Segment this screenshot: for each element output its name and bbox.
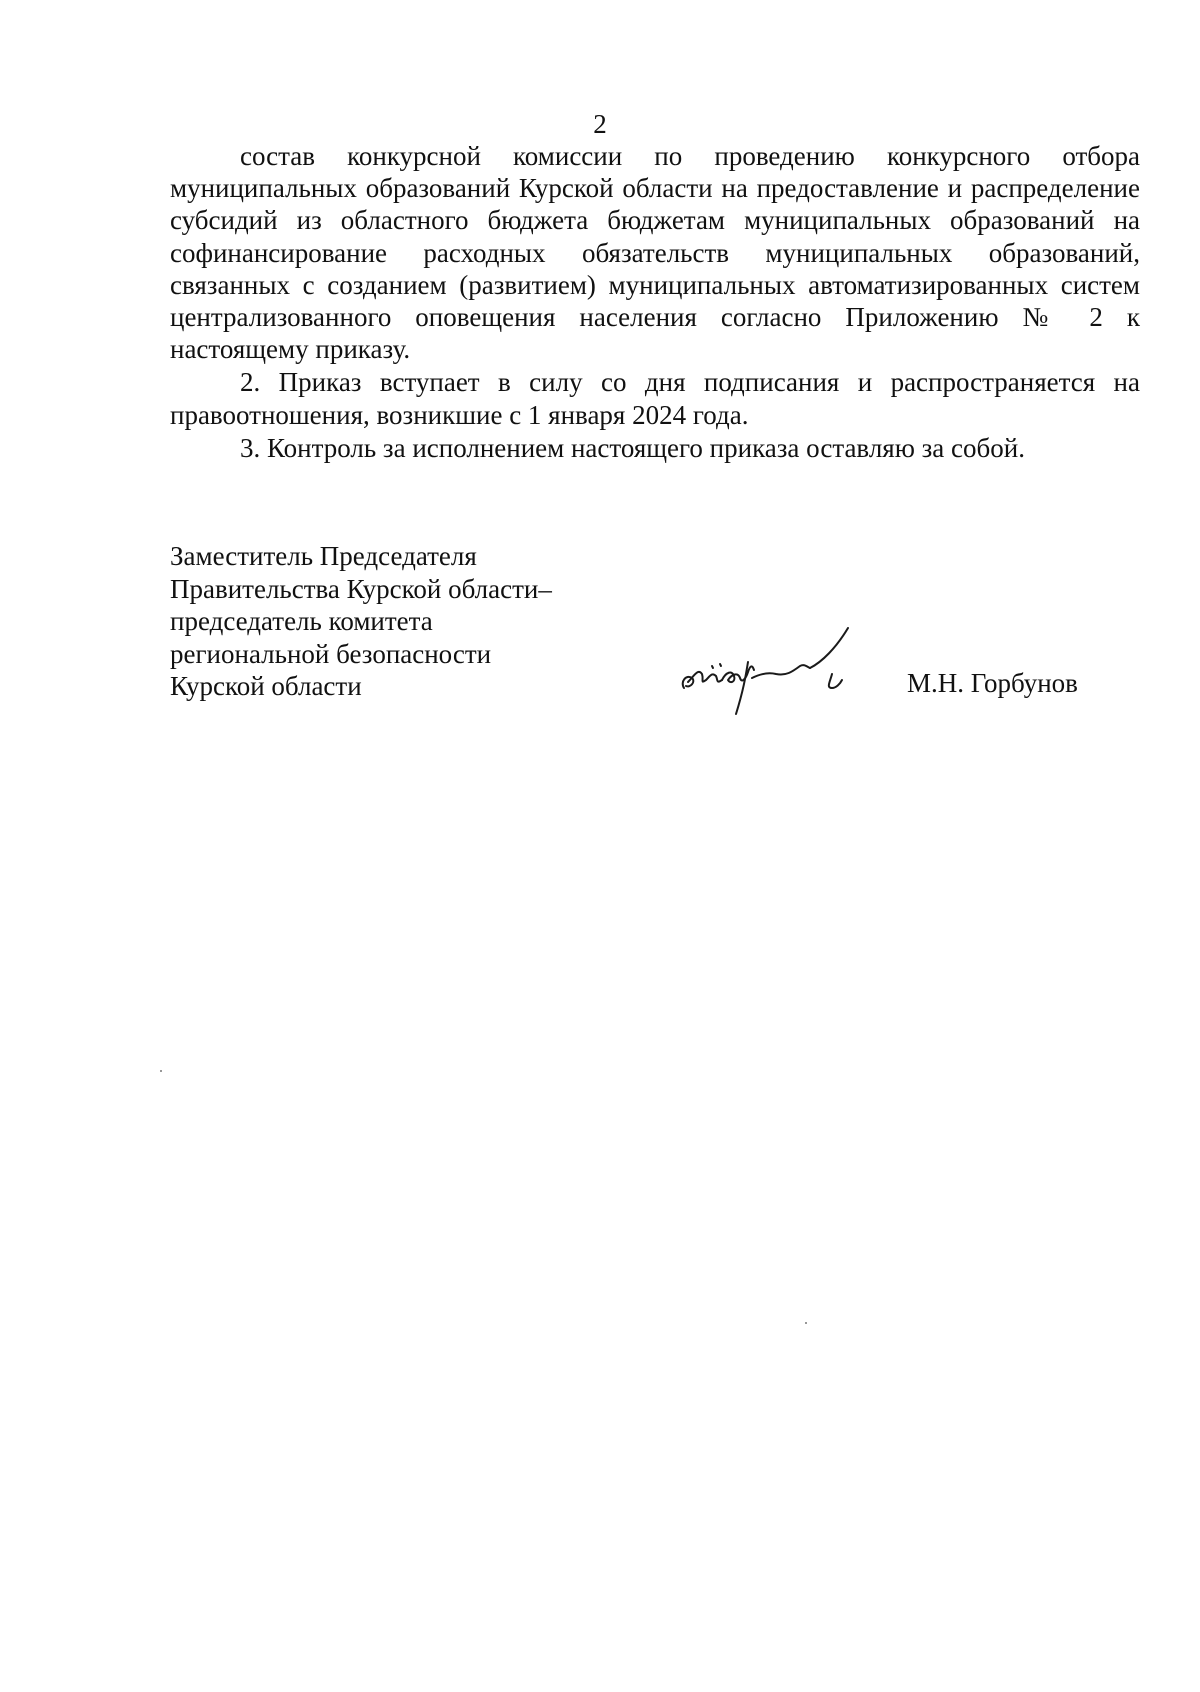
signatory-title-line: председатель комитета xyxy=(170,606,433,636)
signer-name: М.Н. Горбунов xyxy=(907,668,1078,698)
paragraph-control: 3. Контроль за исполнением настоящего приказа оставляю за собой. xyxy=(240,432,1025,463)
scan-speck xyxy=(805,1322,807,1324)
page-number: 2 xyxy=(593,109,607,139)
signatory-title xyxy=(170,540,552,703)
paragraph-effective-date: 2. Приказ вступает в силу со дня подписания и распространяется на правоотношения, возникшие с 1 января 2024 года. xyxy=(170,367,1140,430)
signatory-title-line: Курской области xyxy=(170,671,362,701)
document-body xyxy=(170,140,1140,464)
signatory-title-line: Правительства Курской области– xyxy=(170,573,552,604)
signatory-title-line: региональной безопасности xyxy=(170,638,492,669)
signatory-title-line: Заместитель Председателя xyxy=(170,541,477,571)
paragraph-commission-composition: состав конкурсной комиссии по проведению конкурсного отбора муниципальных образований Курской области на предоставление и распределение субсидий из областного бюджета бюджетам муниципальных образований на софинансирование расходных обязательств муниципальных образований, связанных с созданием (развитием) муниципальных автоматизированных систем централизованного оповещения населения согласно Приложению № 2 к настоящему приказу. xyxy=(170,141,1140,365)
scan-speck xyxy=(160,1070,162,1072)
handwritten-signature xyxy=(676,622,876,718)
